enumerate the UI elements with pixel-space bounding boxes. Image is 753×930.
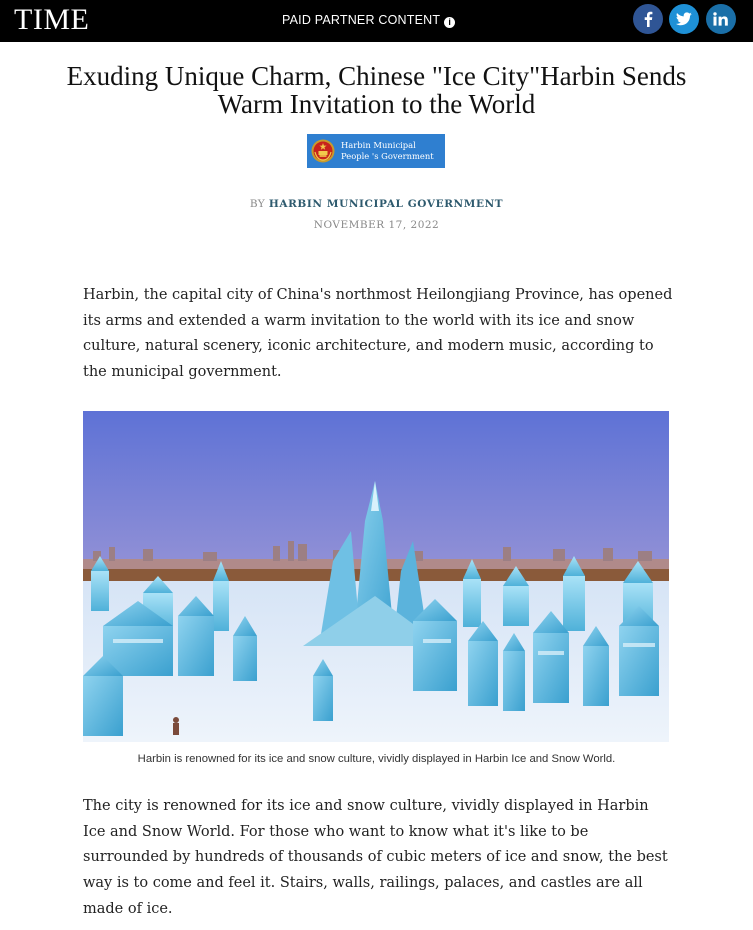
article-paragraph-1: Harbin, the capital city of China's northmost Heilongjiang Province, has opened its arms and extended a warm invitation to the world with its ice and snow culture, natural scenery, iconic architecture, and modern music, according to the municipal government. [83,287,673,381]
top-navigation-bar [0,0,753,42]
sponsor-badge-line-2: People 's Government [341,151,434,161]
facebook-share-button[interactable] [633,4,663,34]
byline [0,198,753,210]
ice-castle-scene-image [83,411,669,742]
linkedin-share-button[interactable] [706,4,736,34]
publish-date: NOVEMBER 17, 2022 [313,219,440,231]
sponsor-badge[interactable] [307,134,445,168]
twitter-icon [676,12,692,26]
article-title-line-1: Exuding Unique Charm, Chinese "Ice City"Harbin Sends [66,61,687,91]
article-paragraph-2: The city is renowned for its ice and snow culture, vividly displayed in Harbin Ice and Snow World. For those who want to know what it's like to be surrounded by hundreds of thousands of cubic meters of ice and snow, the best way is to come and feel it. Stairs, walls, railings, palaces, and castles are all made of ice. [83,798,668,917]
paid-partner-text: PAID PARTNER CONTENT [282,13,441,27]
linkedin-icon [713,12,729,26]
sponsor-badge-line-1: Harbin Municipal [341,140,416,150]
info-icon[interactable]: i [444,17,455,28]
byline-prefix: BY [249,198,266,210]
twitter-share-button[interactable] [669,4,699,34]
byline-author[interactable]: HARBIN MUNICIPAL GOVERNMENT [268,198,504,210]
image-caption: Harbin is renowned for its ice and snow culture, vividly displayed in Harbin Ice and Snow World. [137,753,616,765]
facebook-icon [641,11,655,27]
article-image-ice-snow-world [83,411,669,742]
paid-partner-content-label[interactable] [282,13,455,28]
article-title-line-2: Warm Invitation to the World [217,89,536,119]
article-title [0,62,753,118]
national-emblem-icon [311,139,335,163]
sponsor-badge-text [341,140,434,162]
time-logo[interactable]: TIME [14,3,90,36]
